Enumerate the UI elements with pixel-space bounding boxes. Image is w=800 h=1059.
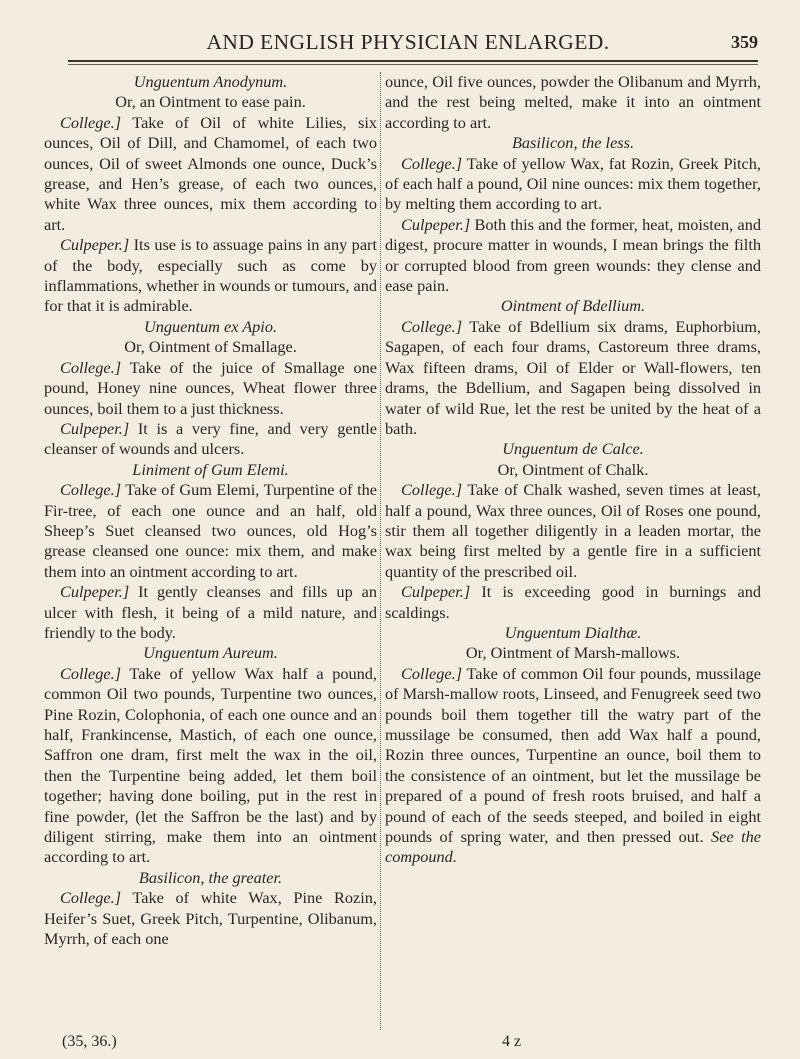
paragraph-text: Take of the juice of Smallage one pound, Honey nine ounces, Wheat flower three ounces, boil them to a just thickness. [44,357,377,418]
paragraph [44,235,377,317]
paragraph [44,358,377,419]
paragraph [44,480,377,582]
paragraph-text: Take of yellow Wax, fat Rozin, Greek Pitch, of each half a pound, Oil nine ounces: mix them together, by melting them according to art. [385,153,761,214]
speaker-label: Culpeper.] [60,418,130,438]
paragraph-text: Take of Chalk washed, seven times at least, half a pound, Wax three ounces, Oil of Roses one pound, stir them all together diligently in a leaden mortar, the wax being first melted by a gentle fire in a sufficient quantity of the prescribed oil. [385,480,761,581]
section-title: Unguentum Anodynum. [133,72,288,91]
signature-mark: (35, 36.) [62,1033,117,1050]
paragraph-text: It is a very fine, and very gentle cleanser of wounds and ulcers. [44,418,377,459]
section-title: Basilicon, the greater. [138,867,283,887]
paragraph [385,154,761,215]
speaker-label: College.] [401,316,463,336]
speaker-label: Culpeper.] [401,214,471,234]
gathering-mark: 4 z [502,1033,522,1050]
paragraph [385,317,761,439]
speaker-label: Culpeper.] [401,582,471,602]
paragraph [385,582,761,623]
page-number: 359 [731,32,758,52]
section-title: Unguentum ex Apio. [143,316,278,336]
section-subtitle: Or, Ointment of Marsh-mallows. [465,643,681,663]
speaker-label: College.] [60,663,122,683]
section-title: Ointment of Bdellium. [500,296,646,316]
paragraph [385,215,761,297]
section-title: Unguentum de Calce. [502,439,644,459]
paragraph-text: Take of Bdellium six drams, Euphorbium, Sagapen, of each four drams, Castoreum three drams, Wax fifteen drams, Oil of Elder or Wall-flowers, ten drams, the Bdellium, and Sagapen being dissolved in water of wild Rue, let the rest be united by the heat of a bath. [385,316,761,438]
speaker-label: Culpeper.] [60,582,130,602]
paragraph-text: Take of common Oil four pounds, mussilage of Marsh-mallow roots, Linseed, and Fenugreek seed two pounds boil them together till the watry part of the mussilage be consumed, then add Wax half a pound, Rozin three ounces, Turpentine an ounce, boil them to the consistence of an ointment, but let the mussilage be prepared of a pound of fresh roots bruised, and half a pound of each of the seeds steeped, and boiled in eight pounds of spring water, and then pressed out. [385,663,761,847]
running-head: AND ENGLISH PHYSICIAN ENLARGED. [206,30,610,54]
paragraph [44,664,377,868]
paragraph-text: Take of yellow Wax half a pound, common Oil two pounds, Turpentine two ounces, Pine Rozin, Colophonia, of each one ounce and an half, Frankincense, Mastich, of each one ounce, Saffron one dram, first melt the wax in the oil, then the Turpentine being added, let them boil together; having done boiling, put in the rest in fine powder, (let the Saffron be the last) and by diligent stirring, make them into an ointment according to art. [44,663,377,867]
cross-reference: See the compound. [385,827,761,867]
paragraph [44,888,377,949]
speaker-label: Culpeper.] [60,235,130,255]
paragraph-text: It is exceeding good in burnings and scaldings. [385,582,761,622]
column-divider [380,72,381,1030]
section-title: Liniment of Gum Elemi. [132,459,289,479]
paragraph [385,664,761,868]
speaker-label: College.] [401,663,463,683]
section-subtitle: Or, Ointment of Smallage. [124,337,297,357]
paragraph-text: Both this and the former, heat, moisten, and digest, procure matter in wounds, I mean brings the filth or corrupted blood from green wounds: they clense and ease pain. [385,214,761,296]
paragraph-text: Take of Gum Elemi, Turpentine of the Fir-tree, of each one ounce and an half, old Sheep’s Suet cleansed two ounces, old Hog’s grease cleansed one ounce: mix them, and make them into an ointment according to art. [44,480,377,581]
paragraph-text: Take of white Wax, Pine Rozin, Heifer’s Suet, Greek Pitch, Turpentine, Olibanum, Myrrh, of each one [44,888,377,949]
speaker-label: College.] [401,153,463,173]
left-column [44,72,377,949]
paragraph: ounce, Oil five ounces, powder the Olibanum and Myrrh, and the rest being melted, make it into an ointment according to art. [385,72,761,132]
section-title: Unguentum Aureum. [143,643,278,663]
section-title: Unguentum Dialthæ. [504,622,642,642]
section-title: Basilicon, the less. [511,133,635,153]
paragraph-text: Take of Oil of white Lilies, six ounces, Oil of Dill, and Chamomel, of each two ounces, Oil of sweet Almonds one ounce, Duck’s grease, and Hen’s grease, of each two ounces, white Wax three ounces, mix them according to art. [44,112,377,234]
paragraph-text: Its use is to assuage pains in any part of the body, especially such as come by inflammations, whether in wounds or tumours, and for that it is admirable. [44,235,377,316]
section-subtitle: Or, an Ointment to ease pain. [115,92,306,112]
speaker-label: College.] [60,357,122,377]
header-rule-thin [68,64,758,65]
speaker-label: College.] [60,112,122,132]
speaker-label: College.] [60,888,122,908]
paragraph [44,419,377,460]
header-rule [68,60,758,62]
speaker-label: College.] [401,480,463,500]
paragraph [44,582,377,643]
section-subtitle: Or, Ointment of Chalk. [497,459,649,479]
paragraph [385,480,761,582]
paragraph-text: It gently cleanses and fills up an ulcer with flesh, it being of a mild nature, and friendly to the body. [44,582,377,642]
paragraph [44,113,377,235]
right-column [385,72,761,868]
speaker-label: College.] [60,480,122,500]
page-header [118,30,758,60]
